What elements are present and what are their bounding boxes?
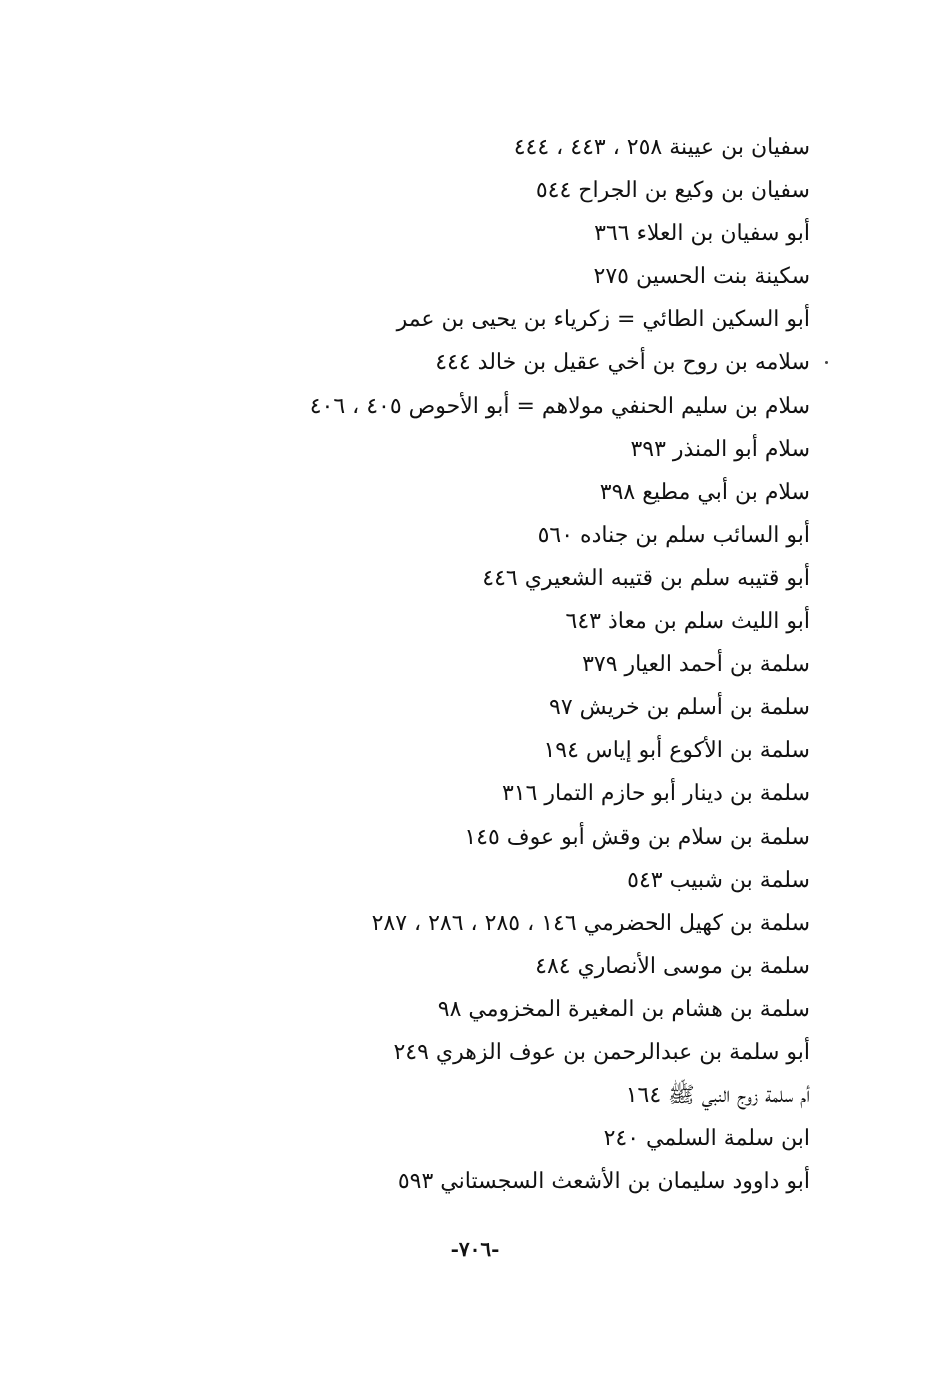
index-entry: أبو السائب سلم بن جناده ٥٦٠	[537, 522, 810, 548]
index-entry: سلمة بن كهيل الحضرمي ١٤٦ ، ٢٨٥ ، ٢٨٦ ، ٢٨٧	[371, 910, 810, 936]
index-entry: ابن سلمة السلمي ٢٤٠	[603, 1126, 810, 1152]
index-entry: سلام بن سليم الحنفي مولاهم = أبو الأحوص ٤٠٥ ، ٤٠٦	[309, 393, 810, 419]
index-entry: أم سلمة زوج النبي ﷺ ١٦٤	[625, 1083, 810, 1109]
index-entry: سكينة بنت الحسين ٢٧٥	[593, 264, 810, 290]
index-entry: أبو داوود سليمان بن الأشعث السجستاني ٥٩٣	[397, 1169, 810, 1195]
index-entry: سلمة بن موسى الأنصاري ٤٨٤	[535, 953, 810, 979]
index-entry: سلمة بن دينار أبو حازم التمار ٣١٦	[501, 781, 810, 807]
index-entry: سلمة بن أسلم بن خريش ٩٧	[549, 695, 810, 721]
index-entry: أبو السكين الطائي = زكرياء بن يحيى بن عمر	[396, 307, 810, 333]
index-entry: سلمة بن أحمد العيار ٣٧٩	[582, 652, 810, 678]
index-entry: سلامه بن روح بن أخي عقيل بن خالد ٤٤٤	[435, 350, 810, 376]
index-entry: سلمة بن هشام بن المغيرة المخزومي ٩٨	[437, 996, 810, 1022]
margin-dot	[825, 361, 828, 364]
index-entry: سلمة بن الأكوع أبو إياس ١٩٤	[543, 738, 810, 764]
index-entry: سلمة بن سلام بن وقش أبو عوف ١٤٥	[464, 824, 810, 850]
index-entry: سفيان بن وكيع بن الجراح ٥٤٤	[535, 178, 810, 204]
index-entry: سلام بن أبي مطيع ٣٩٨	[599, 479, 810, 505]
index-entry: أبو الليث سلم بن معاذ ٦٤٣	[565, 609, 810, 635]
index-entry: سلام أبو المنذر ٣٩٣	[630, 436, 810, 462]
index-entry: أبو سفيان بن العلاء ٣٦٦	[594, 221, 810, 247]
index-entry: أبو قتيبه سلم بن قتيبه الشعيري ٤٤٦	[482, 565, 810, 591]
index-entry-list	[250, 126, 810, 1203]
index-entry: أبو سلمة بن عبدالرحمن بن عوف الزهري ٢٤٩	[393, 1039, 810, 1065]
index-entry: سلمة بن شبيب ٥٤٣	[627, 867, 810, 893]
page-number: -٧٠٦-	[450, 1237, 500, 1261]
index-entry: سفيان بن عيينة ٢٥٨ ، ٤٤٣ ، ٤٤٤	[513, 135, 810, 160]
